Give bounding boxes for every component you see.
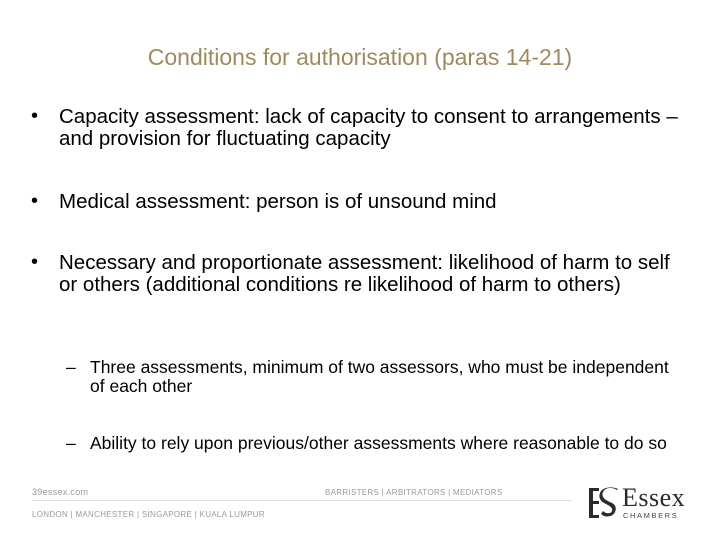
bullet-text: Necessary and proportionate assessment: likelihood of harm to self or others (additional conditions re likelihood of harm to others) xyxy=(59,251,670,296)
footer-services: BARRISTERS | ARBITRATORS | MEDIATORS xyxy=(325,488,503,497)
sub-bullet-text: Three assessments, minimum of two assessors, who must be independent of each other xyxy=(90,357,669,396)
bullet-item xyxy=(31,190,679,213)
logo-wordmark: Essex xyxy=(622,483,686,512)
sub-bullet-item xyxy=(66,433,680,453)
bullet-text: Capacity assessment: lack of capacity to consent to arrangements – and provision for fluctuating capacity xyxy=(59,105,678,150)
slide-title: Conditions for authorisation (paras 14-21) xyxy=(147,44,573,70)
bullet-dot: • xyxy=(31,105,39,127)
footer-divider xyxy=(32,500,572,501)
footer-locations: LONDON | MANCHESTER | SINGAPORE | KUALA LUMPUR xyxy=(32,510,265,519)
logo-subtitle: CHAMBERS xyxy=(623,511,679,520)
bullet-item xyxy=(31,251,679,296)
bullet-item xyxy=(31,105,679,150)
bullet-dot: • xyxy=(31,190,39,212)
sub-bullet-item xyxy=(66,357,680,396)
sub-bullet-dash: – xyxy=(66,357,76,377)
footer-website[interactable]: 39essex.com xyxy=(32,487,89,497)
sub-bullet-text: Ability to rely upon previous/other assessments where reasonable to do so xyxy=(90,433,667,453)
bullet-dot: • xyxy=(31,251,39,273)
essex-logo-icon xyxy=(586,486,620,520)
bullet-text: Medical assessment: person is of unsound mind xyxy=(59,190,497,213)
sub-bullet-dash: – xyxy=(66,433,76,453)
